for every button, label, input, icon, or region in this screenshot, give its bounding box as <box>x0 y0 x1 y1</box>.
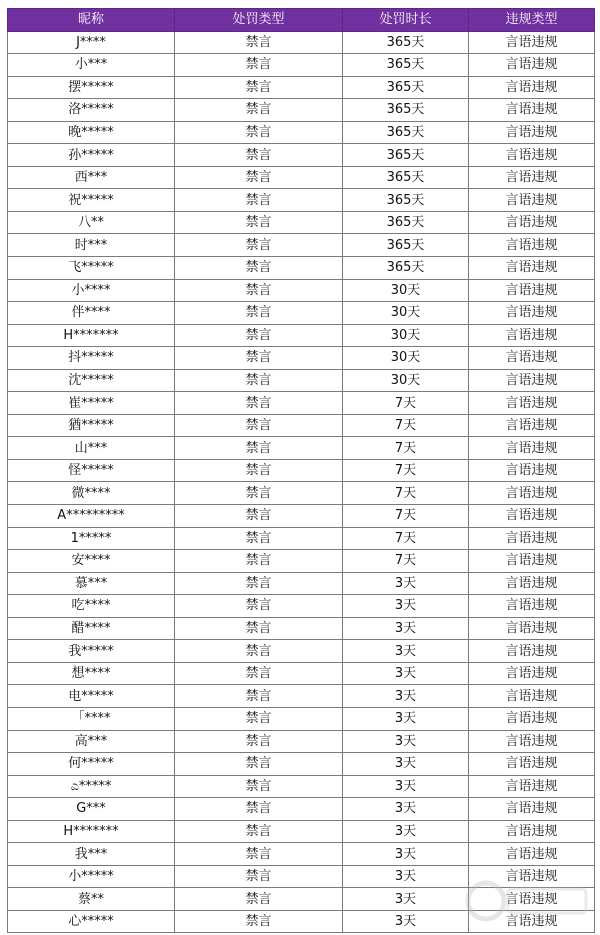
cell-penalty-type: 禁言 <box>175 640 343 663</box>
cell-violation-type: 言语违规 <box>469 775 595 798</box>
cell-penalty-duration: 365天 <box>343 234 469 257</box>
cell-penalty-type: 禁言 <box>175 347 343 370</box>
cell-violation-type: 言语违规 <box>469 617 595 640</box>
cell-penalty-type: 禁言 <box>175 843 343 866</box>
table-row <box>8 166 595 189</box>
table-row <box>8 437 595 460</box>
cell-violation-type: 言语违规 <box>469 31 595 54</box>
cell-penalty-type: 禁言 <box>175 234 343 257</box>
cell-penalty-duration: 3天 <box>343 662 469 685</box>
cell-penalty-duration: 7天 <box>343 437 469 460</box>
cell-nickname: H******* <box>8 820 175 843</box>
cell-nickname: 怪***** <box>8 459 175 482</box>
cell-penalty-type: 禁言 <box>175 775 343 798</box>
cell-nickname: 微**** <box>8 482 175 505</box>
cell-penalty-duration: 7天 <box>343 550 469 573</box>
cell-violation-type: 言语违规 <box>469 550 595 573</box>
cell-penalty-duration: 7天 <box>343 527 469 550</box>
cell-violation-type: 言语违规 <box>469 707 595 730</box>
cell-nickname: 心***** <box>8 910 175 933</box>
cell-penalty-type: 禁言 <box>175 820 343 843</box>
cell-penalty-type: 禁言 <box>175 302 343 325</box>
cell-violation-type: 言语违规 <box>469 121 595 144</box>
table-row <box>8 369 595 392</box>
cell-violation-type: 言语违规 <box>469 820 595 843</box>
cell-penalty-duration: 30天 <box>343 302 469 325</box>
cell-penalty-duration: 3天 <box>343 707 469 730</box>
cell-violation-type: 言语违规 <box>469 437 595 460</box>
cell-violation-type: 言语违规 <box>469 189 595 212</box>
cell-penalty-duration: 365天 <box>343 121 469 144</box>
cell-penalty-duration: 7天 <box>343 505 469 528</box>
table-row <box>8 865 595 888</box>
cell-violation-type: 言语违规 <box>469 54 595 77</box>
cell-nickname: 抖***** <box>8 347 175 370</box>
cell-penalty-type: 禁言 <box>175 910 343 933</box>
cell-violation-type: 言语违规 <box>469 843 595 866</box>
cell-violation-type: 言语违规 <box>469 482 595 505</box>
cell-violation-type: 言语违规 <box>469 753 595 776</box>
cell-nickname: A********* <box>8 505 175 528</box>
cell-penalty-duration: 3天 <box>343 775 469 798</box>
cell-penalty-duration: 3天 <box>343 843 469 866</box>
cell-violation-type: 言语违规 <box>469 211 595 234</box>
cell-nickname: 小***** <box>8 865 175 888</box>
cell-penalty-type: 禁言 <box>175 189 343 212</box>
table-row <box>8 392 595 415</box>
cell-nickname: 摆***** <box>8 76 175 99</box>
cell-nickname: 醋**** <box>8 617 175 640</box>
cell-penalty-duration: 365天 <box>343 99 469 122</box>
cell-penalty-type: 禁言 <box>175 414 343 437</box>
cell-penalty-duration: 365天 <box>343 54 469 77</box>
table-row <box>8 843 595 866</box>
cell-nickname: 「**** <box>8 707 175 730</box>
cell-penalty-type: 禁言 <box>175 279 343 302</box>
table-row <box>8 910 595 933</box>
cell-penalty-duration: 365天 <box>343 189 469 212</box>
table-row <box>8 144 595 167</box>
cell-nickname: 吃**** <box>8 595 175 618</box>
cell-penalty-type: 禁言 <box>175 121 343 144</box>
table-row <box>8 302 595 325</box>
cell-violation-type: 言语违规 <box>469 144 595 167</box>
table-row <box>8 798 595 821</box>
cell-violation-type: 言语违规 <box>469 279 595 302</box>
cell-penalty-type: 禁言 <box>175 617 343 640</box>
table-row <box>8 257 595 280</box>
table-row <box>8 31 595 54</box>
cell-nickname: 电***** <box>8 685 175 708</box>
table-row <box>8 730 595 753</box>
cell-penalty-type: 禁言 <box>175 211 343 234</box>
cell-penalty-type: 禁言 <box>175 595 343 618</box>
cell-nickname: 崔***** <box>8 392 175 415</box>
cell-nickname: 西*** <box>8 166 175 189</box>
cell-violation-type: 言语违规 <box>469 640 595 663</box>
cell-violation-type: 言语违规 <box>469 324 595 347</box>
cell-violation-type: 言语违规 <box>469 347 595 370</box>
cell-penalty-duration: 3天 <box>343 888 469 911</box>
cell-penalty-duration: 365天 <box>343 166 469 189</box>
cell-penalty-type: 禁言 <box>175 76 343 99</box>
cell-violation-type: 言语违规 <box>469 369 595 392</box>
cell-nickname: ಎ***** <box>8 775 175 798</box>
cell-penalty-duration: 30天 <box>343 279 469 302</box>
cell-penalty-type: 禁言 <box>175 730 343 753</box>
cell-nickname: 飞***** <box>8 257 175 280</box>
cell-penalty-duration: 30天 <box>343 347 469 370</box>
cell-penalty-type: 禁言 <box>175 707 343 730</box>
cell-penalty-type: 禁言 <box>175 392 343 415</box>
table-row <box>8 76 595 99</box>
cell-violation-type: 言语违规 <box>469 99 595 122</box>
cell-penalty-type: 禁言 <box>175 482 343 505</box>
cell-nickname: 高*** <box>8 730 175 753</box>
table-row <box>8 121 595 144</box>
cell-penalty-type: 禁言 <box>175 166 343 189</box>
cell-nickname: G*** <box>8 798 175 821</box>
table-row <box>8 820 595 843</box>
cell-violation-type: 言语违规 <box>469 730 595 753</box>
cell-penalty-type: 禁言 <box>175 572 343 595</box>
table-row <box>8 347 595 370</box>
table-row <box>8 234 595 257</box>
cell-violation-type: 言语违规 <box>469 685 595 708</box>
cell-penalty-type: 禁言 <box>175 99 343 122</box>
cell-nickname: 孙***** <box>8 144 175 167</box>
cell-penalty-type: 禁言 <box>175 369 343 392</box>
cell-penalty-duration: 3天 <box>343 865 469 888</box>
cell-nickname: 洛***** <box>8 99 175 122</box>
cell-penalty-type: 禁言 <box>175 257 343 280</box>
cell-penalty-duration: 3天 <box>343 617 469 640</box>
table-row <box>8 459 595 482</box>
table-row <box>8 324 595 347</box>
cell-penalty-duration: 365天 <box>343 144 469 167</box>
table-row <box>8 189 595 212</box>
table-row <box>8 685 595 708</box>
column-header-violation-type: 违规类型 <box>469 9 595 32</box>
cell-nickname: 想**** <box>8 662 175 685</box>
cell-penalty-type: 禁言 <box>175 527 343 550</box>
cell-penalty-duration: 3天 <box>343 595 469 618</box>
cell-nickname: 伴**** <box>8 302 175 325</box>
cell-nickname: 祝***** <box>8 189 175 212</box>
column-header-penalty-duration: 处罚时长 <box>343 9 469 32</box>
cell-penalty-type: 禁言 <box>175 798 343 821</box>
cell-violation-type: 言语违规 <box>469 459 595 482</box>
table-row <box>8 482 595 505</box>
cell-penalty-type: 禁言 <box>175 685 343 708</box>
cell-violation-type: 言语违规 <box>469 798 595 821</box>
cell-violation-type: 言语违规 <box>469 505 595 528</box>
cell-penalty-type: 禁言 <box>175 662 343 685</box>
cell-penalty-duration: 3天 <box>343 640 469 663</box>
cell-penalty-type: 禁言 <box>175 550 343 573</box>
cell-penalty-duration: 365天 <box>343 31 469 54</box>
cell-penalty-duration: 30天 <box>343 324 469 347</box>
cell-nickname: 晚***** <box>8 121 175 144</box>
cell-nickname: 安**** <box>8 550 175 573</box>
cell-penalty-type: 禁言 <box>175 31 343 54</box>
cell-penalty-duration: 3天 <box>343 572 469 595</box>
table-row <box>8 279 595 302</box>
table-row <box>8 572 595 595</box>
cell-nickname: 八** <box>8 211 175 234</box>
cell-penalty-duration: 7天 <box>343 414 469 437</box>
cell-violation-type: 言语违规 <box>469 76 595 99</box>
cell-nickname: 小**** <box>8 279 175 302</box>
cell-penalty-duration: 3天 <box>343 685 469 708</box>
cell-penalty-type: 禁言 <box>175 865 343 888</box>
column-header-penalty-type: 处罚类型 <box>175 9 343 32</box>
table-row <box>8 775 595 798</box>
cell-violation-type: 言语违规 <box>469 414 595 437</box>
cell-nickname: 时*** <box>8 234 175 257</box>
table-row <box>8 888 595 911</box>
table-header <box>8 9 595 32</box>
cell-penalty-type: 禁言 <box>175 144 343 167</box>
table-row <box>8 707 595 730</box>
table-body <box>8 31 595 933</box>
cell-penalty-type: 禁言 <box>175 54 343 77</box>
cell-violation-type: 言语违规 <box>469 572 595 595</box>
cell-violation-type: 言语违规 <box>469 595 595 618</box>
cell-violation-type: 言语违规 <box>469 910 595 933</box>
cell-violation-type: 言语违规 <box>469 257 595 280</box>
cell-nickname: 沈***** <box>8 369 175 392</box>
cell-nickname: J**** <box>8 31 175 54</box>
table-row <box>8 662 595 685</box>
cell-penalty-type: 禁言 <box>175 437 343 460</box>
cell-penalty-duration: 7天 <box>343 392 469 415</box>
table-row <box>8 505 595 528</box>
cell-penalty-type: 禁言 <box>175 753 343 776</box>
cell-violation-type: 言语违规 <box>469 392 595 415</box>
cell-nickname: 猶***** <box>8 414 175 437</box>
cell-violation-type: 言语违规 <box>469 302 595 325</box>
cell-penalty-duration: 3天 <box>343 798 469 821</box>
table-row <box>8 211 595 234</box>
cell-nickname: 我***** <box>8 640 175 663</box>
cell-nickname: 小*** <box>8 54 175 77</box>
table-row <box>8 550 595 573</box>
cell-penalty-type: 禁言 <box>175 324 343 347</box>
cell-violation-type: 言语违规 <box>469 166 595 189</box>
cell-penalty-duration: 7天 <box>343 459 469 482</box>
cell-violation-type: 言语违规 <box>469 527 595 550</box>
cell-penalty-duration: 3天 <box>343 730 469 753</box>
table-row <box>8 595 595 618</box>
cell-violation-type: 言语违规 <box>469 662 595 685</box>
table-row <box>8 617 595 640</box>
cell-penalty-type: 禁言 <box>175 505 343 528</box>
cell-violation-type: 言语违规 <box>469 234 595 257</box>
cell-penalty-duration: 365天 <box>343 76 469 99</box>
cell-nickname: 慕*** <box>8 572 175 595</box>
cell-penalty-type: 禁言 <box>175 459 343 482</box>
cell-penalty-duration: 7天 <box>343 482 469 505</box>
cell-violation-type: 言语违规 <box>469 865 595 888</box>
penalty-table <box>7 8 595 933</box>
cell-nickname: 1***** <box>8 527 175 550</box>
cell-nickname: 何***** <box>8 753 175 776</box>
table-row <box>8 414 595 437</box>
column-header-nickname: 昵称 <box>8 9 175 32</box>
table-row <box>8 753 595 776</box>
cell-penalty-type: 禁言 <box>175 888 343 911</box>
cell-nickname: H******* <box>8 324 175 347</box>
cell-penalty-duration: 365天 <box>343 211 469 234</box>
cell-penalty-duration: 3天 <box>343 910 469 933</box>
cell-penalty-duration: 3天 <box>343 753 469 776</box>
cell-penalty-duration: 30天 <box>343 369 469 392</box>
header-row <box>8 9 595 32</box>
cell-violation-type: 言语违规 <box>469 888 595 911</box>
table-row <box>8 527 595 550</box>
cell-nickname: 我*** <box>8 843 175 866</box>
cell-nickname: 山*** <box>8 437 175 460</box>
table-row <box>8 54 595 77</box>
table-row <box>8 640 595 663</box>
cell-nickname: 蔡** <box>8 888 175 911</box>
cell-penalty-duration: 365天 <box>343 257 469 280</box>
table-row <box>8 99 595 122</box>
cell-penalty-duration: 3天 <box>343 820 469 843</box>
